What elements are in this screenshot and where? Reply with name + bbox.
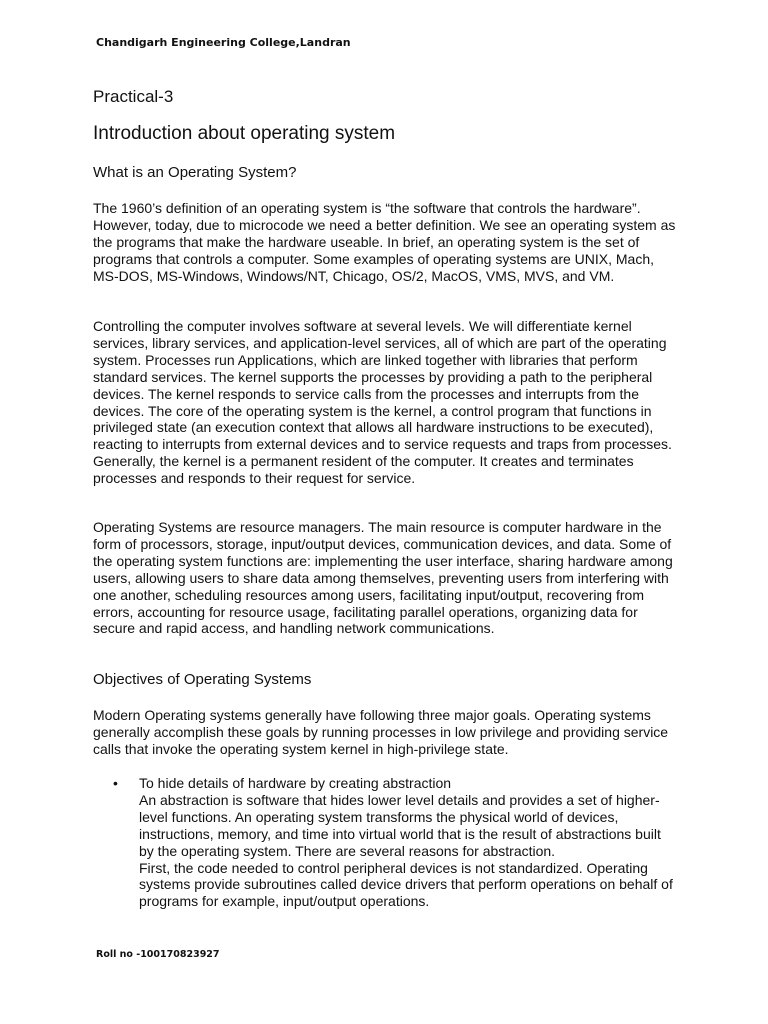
list-item [113,775,673,910]
practical-title: Practical-3 [93,87,174,106]
page-header: Chandigarh Engineering College,Landran [96,36,351,49]
bullet-title: To hide details of hardware by creating abstraction [139,775,452,791]
intro-title: Introduction about operating system [93,123,396,144]
bullet-text-abstraction: An abstraction is software that hides lower level details and provides a set of higher-level functions. An operating system transforms the physical world of devices, instructions, memory, and time into virtual world that is the result of abstractions built by the operating system. There are several reasons for abstraction. [139,791,661,859]
page-footer: Roll no -100170823927 [96,949,220,960]
paragraph-objectives: Modern Operating systems generally have following three major goals. Operating systems generally accomplish these goals by running processes in low privilege and providing service calls that invoke the operating system kernel in high-privilege state. [93,707,669,757]
paragraph-definition: The 1960’s definition of an operating system is “the software that controls the hardware”. However, today, due to microcode we need a better definition. We see an operating system as the programs that make the hardware useable. In brief, an operating system is the set of programs that controls a computer. Some examples of operating systems are UNIX, Mach, MS-DOS, MS-Windows, Windows/NT, Chicago, OS/2, MacOS, VMS, MVS, and VM. [93,200,676,284]
paragraph-resource-managers: Operating Systems are resource managers. The main resource is computer hardware in the form of processors, storage, input/output devices, communication devices, and data. Some of the operating system functions are: implementing the user interface, sharing hardware among users, allowing users to share data among themselves, preventing users from interfering with one another, scheduling resources among users, facilitating input/output, recovering from errors, accounting for resource usage, facilitating parallel operations, organizing data for secure and rapid access, and handling network communications. [93,519,673,637]
paragraph-kernel: Controlling the computer involves software at several levels. We will differentiate kernel services, library services, and application-level services, all of which are part of the operating system. Processes run Applications, which are linked together with libraries that perform standard services. The kernel supports the processes by providing a path to the peripheral devices. The kernel responds to service calls from the processes and interrupts from the devices. The core of the operating system is the kernel, a control program that functions in privileged state (an execution context that allows all hardware instructions to be executed), reacting to interrupts from external devices and to service requests and traps from processes. Generally, the kernel is a permanent resident of the computer. It creates and terminates processes and responds to their request for service. [93,318,672,487]
bullet-marker: • [113,775,118,791]
bullet-text-drivers: First, the code needed to control peripheral devices is not standardized. Operating systems provide subroutines called device drivers that perform operations on behalf of programs for example, input/output operations. [139,859,673,910]
objectives-list [113,775,673,910]
section-heading-objectives: Objectives of Operating Systems [93,671,312,688]
section-heading-what-is-os: What is an Operating System? [93,164,297,181]
